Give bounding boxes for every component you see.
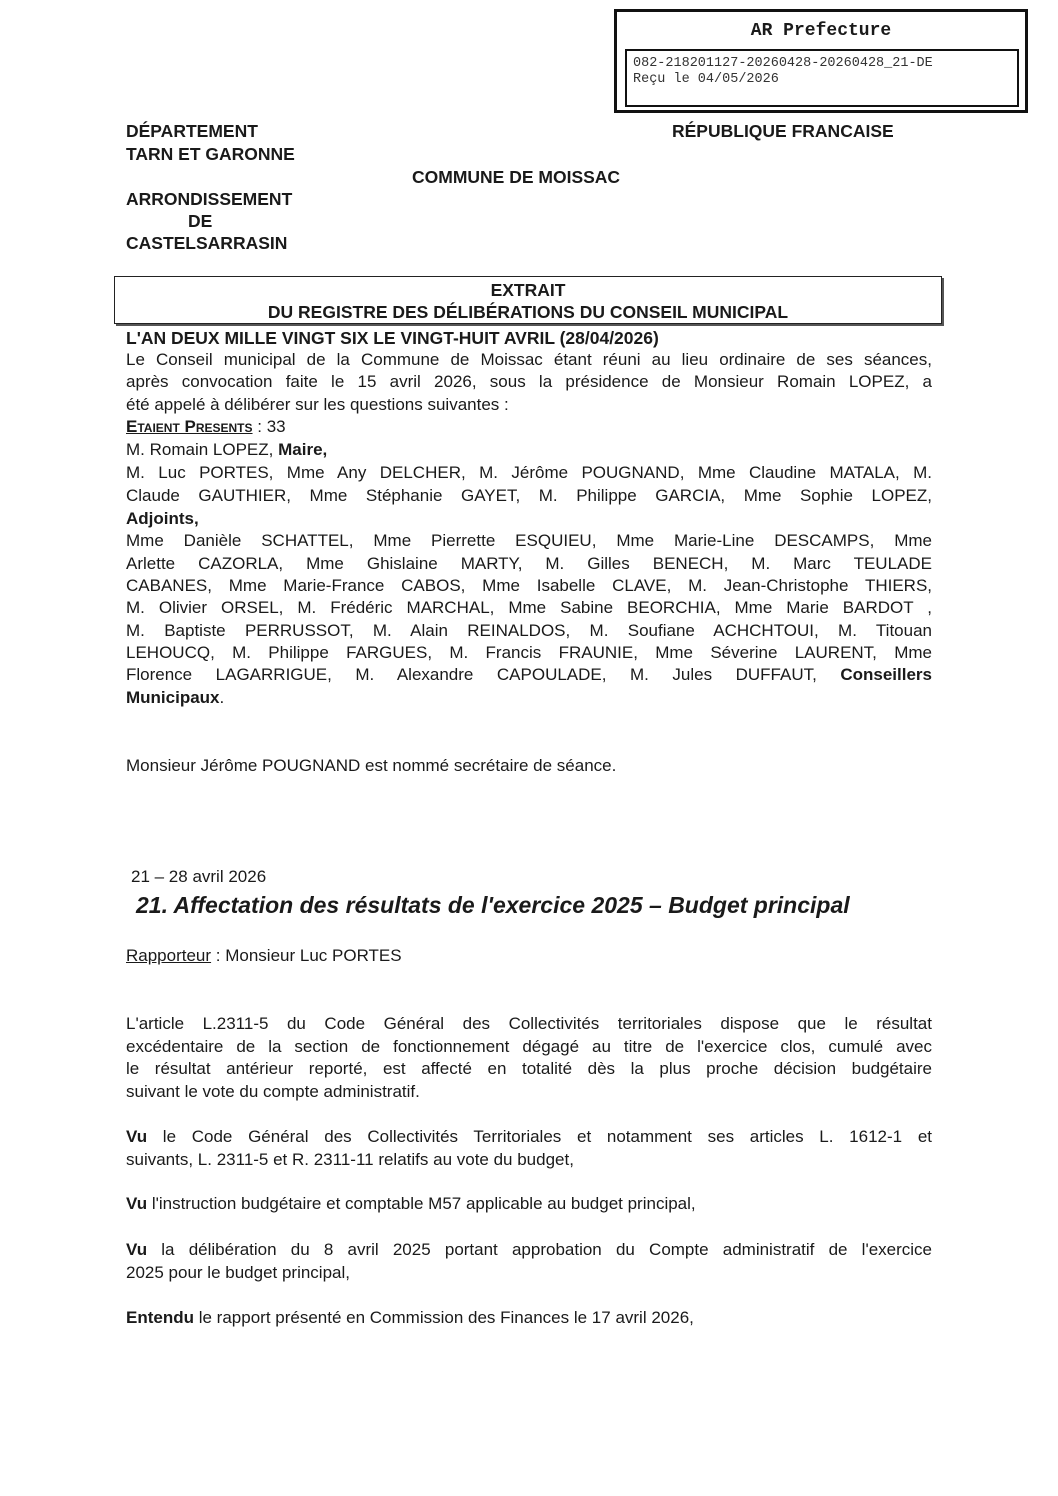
article-last-line: suivant le vote du compte administratif. bbox=[126, 1082, 420, 1101]
vu-deliberation-text: la délibération du 8 avril 2025 portant approbation du Compte administratif de l'exercice bbox=[147, 1240, 932, 1259]
article-line: L'article L.2311-5 du Code Général des Collectivités territoriales dispose que le résultat bbox=[126, 1014, 932, 1033]
adjoints-line: Claude GAUTHIER, Mme Stéphanie GAYET, M. Philippe GARCIA, Mme Sophie LOPEZ, bbox=[126, 486, 932, 505]
conseillers-line: M. Olivier ORSEL, M. Frédéric MARCHAL, Mme Sabine BEORCHIA, Mme Marie BARDOT , bbox=[126, 598, 932, 617]
item-reference: 21 – 28 avril 2026 bbox=[131, 867, 267, 886]
conseillers-line: M. Baptiste PERRUSSOT, M. Alain REINALDOS, M. Soufiane ACHCHTOUI, M. Titouan bbox=[126, 621, 932, 640]
presents-row bbox=[126, 416, 286, 439]
session-date: L'AN DEUX MILLE VINGT SIX LE VINGT-HUIT AVRIL (28/04/2026) bbox=[126, 328, 659, 348]
vu-label: Vu bbox=[126, 1240, 148, 1259]
secretary-line: Monsieur Jérôme POUGNAND est nommé secrétaire de séance. bbox=[126, 756, 617, 775]
stamp-reference: 082-218201127-20260428-20260428_21-DE bbox=[633, 56, 933, 71]
conseillers-role-end: Municipaux bbox=[126, 688, 220, 707]
arrondissement-line1: ARRONDISSEMENT bbox=[126, 189, 293, 209]
rapporteur-value: : Monsieur Luc PORTES bbox=[211, 946, 402, 965]
conseillers-line: CABANES, Mme Marie-France CABOS, Mme Isabelle CLAVE, M. Jean-Christophe THIERS, bbox=[126, 576, 932, 595]
extrait-title: EXTRAIT bbox=[490, 280, 566, 300]
vu-code-line2: suivants, L. 2311-5 et R. 2311-11 relatifs au vote du budget, bbox=[126, 1150, 574, 1169]
arrondissement-line2: DE bbox=[188, 211, 213, 231]
commune-name: COMMUNE DE MOISSAC bbox=[412, 167, 621, 187]
departement-label: DÉPARTEMENT bbox=[126, 121, 258, 141]
rapporteur-row bbox=[126, 945, 402, 968]
stamp-details bbox=[625, 49, 1019, 107]
vu-deliberation-line1 bbox=[126, 1239, 932, 1262]
arrondissement-line3: CASTELSARRASIN bbox=[126, 233, 288, 253]
item-title: 21. Affectation des résultats de l'exercice 2025 – Budget principal bbox=[136, 892, 850, 918]
maire-role: Maire, bbox=[278, 440, 328, 459]
session-intro-line: Le Conseil municipal de la Commune de Moissac étant réuni au lieu ordinaire de ses séances, bbox=[126, 350, 932, 369]
vu-instruction-text: l'instruction budgétaire et comptable M57 applicable au budget principal, bbox=[147, 1194, 696, 1213]
extrait-subtitle: DU REGISTRE DES DÉLIBÉRATIONS DU CONSEIL MUNICIPAL bbox=[267, 302, 789, 322]
prefecture-stamp bbox=[614, 9, 1028, 113]
conseillers-line: LEHOUCQ, M. Philippe FARGUES, M. Francis FRAUNIE, Mme Séverine LAURENT, Mme bbox=[126, 643, 932, 662]
vu-code-text: le Code Général des Collectivités Territoriales et notamment ses articles L. 1612-1 et bbox=[147, 1127, 932, 1146]
stamp-received-date: Reçu le 04/05/2026 bbox=[633, 72, 779, 87]
maire-name: M. Romain LOPEZ, bbox=[126, 440, 279, 459]
stamp-title: AR Prefecture bbox=[750, 21, 892, 41]
entendu-text: le rapport présenté en Commission des Finances le 17 avril 2026, bbox=[194, 1308, 694, 1327]
entendu-label: Entendu bbox=[126, 1308, 194, 1327]
vu-label: Vu bbox=[126, 1194, 148, 1213]
conseillers-role: Conseillers bbox=[840, 665, 932, 684]
vu-deliberation-line2: 2025 pour le budget principal, bbox=[126, 1263, 350, 1282]
article-line: excédentaire de la section de fonctionnement dégagé au titre de l'exercice clos, cumulé avec bbox=[126, 1037, 932, 1056]
conseillers-role-end-punct: . bbox=[219, 688, 225, 707]
presents-count: : 33 bbox=[257, 417, 286, 436]
session-intro-line: après convocation faite le 15 avril 2026, sous la présidence de Monsieur Romain LOPEZ, a bbox=[126, 372, 932, 391]
presents-label: Etaient Presents bbox=[126, 417, 253, 436]
adjoints-line: M. Luc PORTES, Mme Any DELCHER, M. Jérôme POUGNAND, Mme Claudine MATALA, M. bbox=[126, 463, 932, 482]
session-intro-line: été appelé à délibérer sur les questions suivantes : bbox=[126, 395, 509, 414]
conseillers-last-line bbox=[126, 664, 932, 687]
rapporteur-label: Rapporteur bbox=[126, 946, 212, 965]
entendu-line bbox=[126, 1307, 694, 1330]
conseillers-role-end-row bbox=[126, 687, 224, 710]
maire-row bbox=[126, 439, 327, 462]
vu-instruction-line bbox=[126, 1193, 696, 1216]
conseillers-line: Mme Danièle SCHATTEL, Mme Pierrette ESQUIEU, Mme Marie-Line DESCAMPS, Mme bbox=[126, 531, 932, 550]
adjoints-role: Adjoints, bbox=[126, 509, 199, 528]
conseillers-last-text: Florence LAGARRIGUE, M. Alexandre CAPOULADE, M. Jules DUFFAUT, bbox=[126, 665, 841, 684]
vu-code-line1 bbox=[126, 1126, 932, 1149]
vu-label: Vu bbox=[126, 1127, 148, 1146]
conseillers-line: Arlette CAZORLA, Mme Ghislaine MARTY, M. Gilles BENECH, M. Marc TEULADE bbox=[126, 554, 932, 573]
republique-label: RÉPUBLIQUE FRANCAISE bbox=[672, 121, 894, 141]
article-line: le résultat antérieur reporté, est affecté en totalité dès la plus proche décision budgétaire bbox=[126, 1059, 932, 1078]
departement-name: TARN ET GARONNE bbox=[126, 144, 295, 164]
